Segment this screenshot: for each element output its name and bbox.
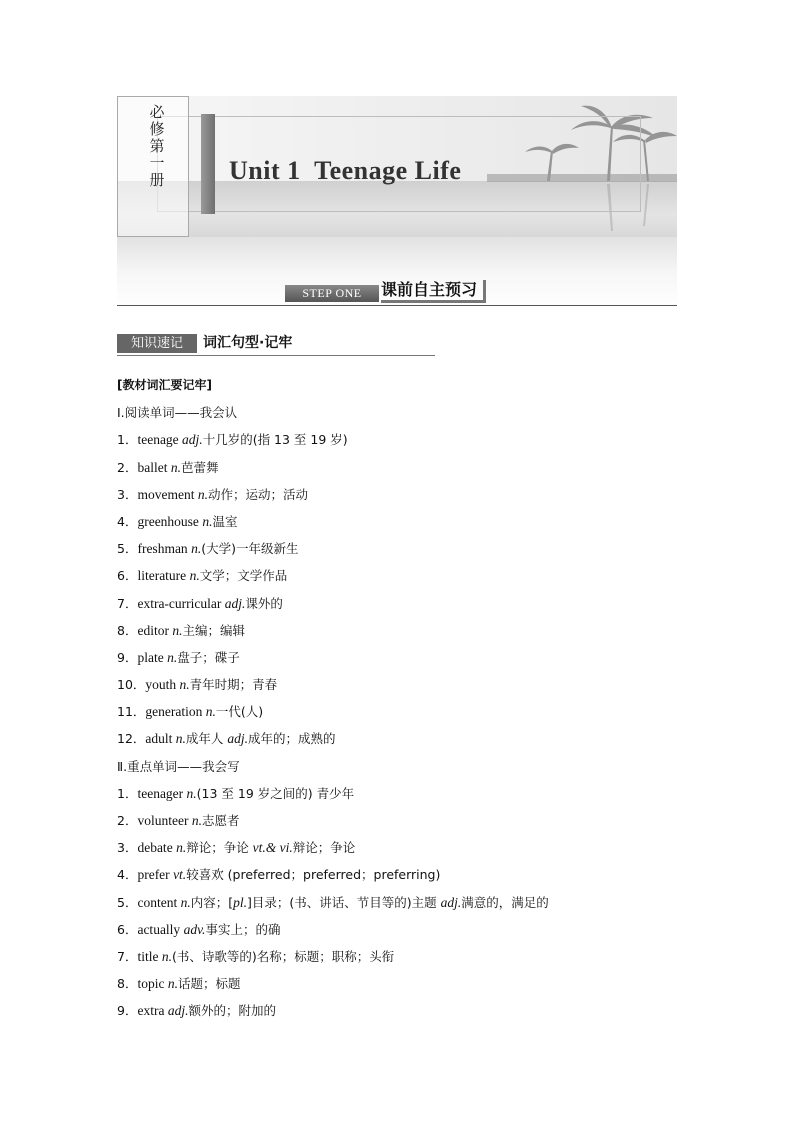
volume-label: 必修第一册 (149, 103, 165, 189)
section-badge: 知识速记 (117, 334, 197, 353)
list-item: 5．content n.内容；[pl.]目录；(书、讲话、节目等的)主题 adj.满意的，满足的 (117, 894, 549, 910)
vocabulary-content (117, 372, 677, 1025)
part1-title: Ⅰ.阅读单词——我会认 (117, 405, 238, 421)
list-item: 4．greenhouse n.温室 (117, 513, 238, 529)
list-item: 9．plate n.盘子；碟子 (117, 649, 240, 665)
step-divider (117, 305, 677, 306)
list-item: 6．actually adv.事实上；的确 (117, 921, 281, 937)
content-heading: [教材词汇要记牢] (117, 378, 212, 392)
unit-banner (117, 96, 677, 237)
list-item: 11．generation n.一代(人) (117, 704, 264, 720)
list-item: 1．teenager n.(13 至 19 岁之间的) 青少年 (117, 785, 355, 801)
list-item: 10．youth n.青年时期；青春 (117, 677, 278, 693)
list-item: 9．extra adj.额外的；附加的 (117, 1003, 276, 1019)
list-item: 5．freshman n.(大学)一年级新生 (117, 541, 299, 557)
list-item: 7．extra-curricular adj.课外的 (117, 595, 283, 611)
list-item: 3．movement n.动作；运动；活动 (117, 486, 308, 502)
step-tag: STEP ONE (285, 285, 379, 302)
list-item: 2．ballet n.芭蕾舞 (117, 459, 219, 475)
list-item: 7．title n.(书、诗歌等的)名称；标题；职称；头衔 (117, 948, 395, 964)
list-item: 8．topic n.话题；标题 (117, 976, 241, 992)
section-title: 词汇句型·记牢 (203, 335, 293, 351)
list-item: 12．adult n.成年人 adj.成年的；成熟的 (117, 731, 336, 747)
list-item: 8．editor n.主编；编辑 (117, 622, 245, 638)
step-title: 课前自主预习 (381, 280, 486, 303)
list-item: 4．prefer vt.较喜欢 (preferred；preferred；preferring) (117, 867, 441, 883)
list-item: 1．teenage adj.十几岁的(指 13 至 19 岁) (117, 432, 348, 448)
part2-title: Ⅱ.重点单词——我会写 (117, 758, 240, 774)
section-underline (117, 355, 435, 356)
list-item: 3．debate n.辩论；争论 vt.& vi.辩论；争论 (117, 840, 356, 856)
list-item: 6．literature n.文学；文学作品 (117, 568, 288, 584)
list-item: 2．volunteer n.志愿者 (117, 813, 240, 828)
banner-vertical-bar (201, 114, 215, 214)
unit-title: Unit 1 Teenage Life (229, 156, 462, 185)
